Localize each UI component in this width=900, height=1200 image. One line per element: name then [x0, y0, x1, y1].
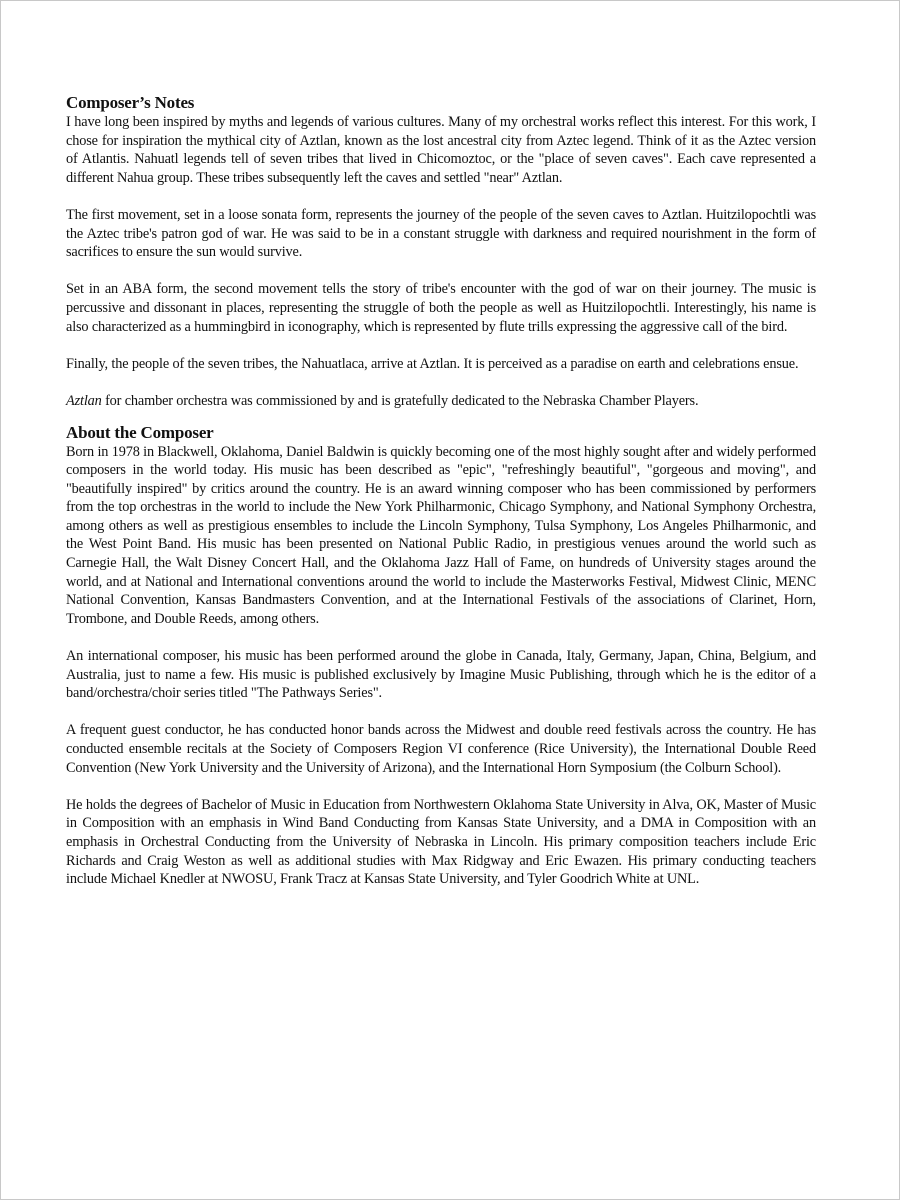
composer-notes-heading: Composer’s Notes	[66, 93, 195, 112]
about-composer-paragraph: Born in 1978 in Blackwell, Oklahoma, Daniel Baldwin is quickly becoming one of the most highly sought after and widely performed composers in the world today. His music has been described as "epic", "refreshingly beautiful", "gorgeous and moving", and "beautifully inspired" by critics around the country. He is an award winning composer who has been commissioned by performers from the top orchestras in the world to include the New York Philharmonic, Chicago Symphony, and National Symphony Orchestra, among others as well as prestigious ensembles to include the Lincoln Symphony, Tulsa Symphony, Los Angeles Philharmonic, and the West Point Band. His music has been presented on National Public Radio, in prestigious venues around the world such as Carnegie Hall, the Walt Disney Concert Hall, and the Oklahoma Jazz Hall of Fame, on hundreds of University stages around the world, and at National and International conventions around the world to include the Masterworks Festival, Midwest Clinic, MENC National Convention, Kansas Bandmasters Convention, and at the International Festivals of the associations of Clarinet, Horn, Trombone, and Double Reeds, among others.	[66, 443, 816, 627]
about-composer-section	[66, 423, 816, 889]
page-content	[66, 93, 816, 889]
about-composer-paragraph: An international composer, his music has been performed around the globe in Canada, Italy, Germany, Japan, China, Belgium, and Australia, just to name a few. His music is published exclusively by Imagine Music Publishing, through which he is the editor of a band/orchestra/choir series titled "The Pathways Series".	[66, 648, 816, 702]
about-composer-paragraph: He holds the degrees of Bachelor of Music in Education from Northwestern Oklahoma State University in Alva, OK, Master of Music in Composition with an emphasis in Wind Band Conducting from Kansas State University, and a DMA in Composition with an emphasis in Orchestral Conducting from the University of Nebraska in Lincoln. His primary composition teachers include Eric Richards and Craig Weston as well as additional studies with Max Ridgway and Eric Ewazen. His primary conducting teachers include Michael Knedler at NWOSU, Frank Tracz at Kansas State University, and Tyler Goodrich White at UNL.	[66, 796, 816, 888]
composer-notes-paragraph: Set in an ABA form, the second movement tells the story of tribe's encounter with the god of war on their journey. The music is percussive and dissonant in places, representing the struggle of both the people as well as Huitzilopochtli. Interestingly, his name is also characterized as a hummingbird in iconography, which is represented by flute trills expressing the aggressive call of the bird.	[66, 281, 816, 335]
composer-notes-paragraph: Finally, the people of the seven tribes, the Nahuatlaca, arrive at Aztlan. It is perceived as a paradise on earth and celebrations ensue.	[66, 355, 799, 372]
about-composer-heading: About the Composer	[66, 422, 214, 442]
composer-notes-paragraph: I have long been inspired by myths and legends of various cultures. Many of my orchestral works reflect this interest. For this work, I chose for inspiration the mythical city of Aztlan, known as the lost ancestral city from Aztec legend. Think of it as the Aztec version of Atlantis. Nahuatl legends tell of seven tribes that lived in Chicomoztoc, or the "place of seven caves". Each cave represented a different Nahua group. These tribes subsequently left the caves and settled "near" Aztlan.	[66, 114, 816, 186]
work-title: Aztlan	[66, 392, 102, 409]
about-composer-paragraph: A frequent guest conductor, he has conducted honor bands across the Midwest and double reed festivals across the country. He has conducted ensemble recitals at the Society of Composers Region VI conference (Rice University), the International Double Reed Convention (New York University and the University of Arizona), and the International Horn Symposium (the Colburn School).	[66, 722, 816, 776]
composer-notes-paragraph: The first movement, set in a loose sonata form, represents the journey of the people of the seven caves to Aztlan. Huitzilopochtli was the Aztec tribe's patron god of war. He was said to be in a constant struggle with darkness and required nourishment in the form of sacrifices to ensure the sun would survive.	[66, 206, 816, 261]
section-spacer	[66, 411, 816, 423]
composer-notes-section	[66, 93, 816, 411]
dedication-text: for chamber orchestra was commissioned by and is gratefully dedicated to the Nebraska Chamber Players.	[101, 392, 699, 409]
dedication-paragraph	[66, 392, 816, 411]
